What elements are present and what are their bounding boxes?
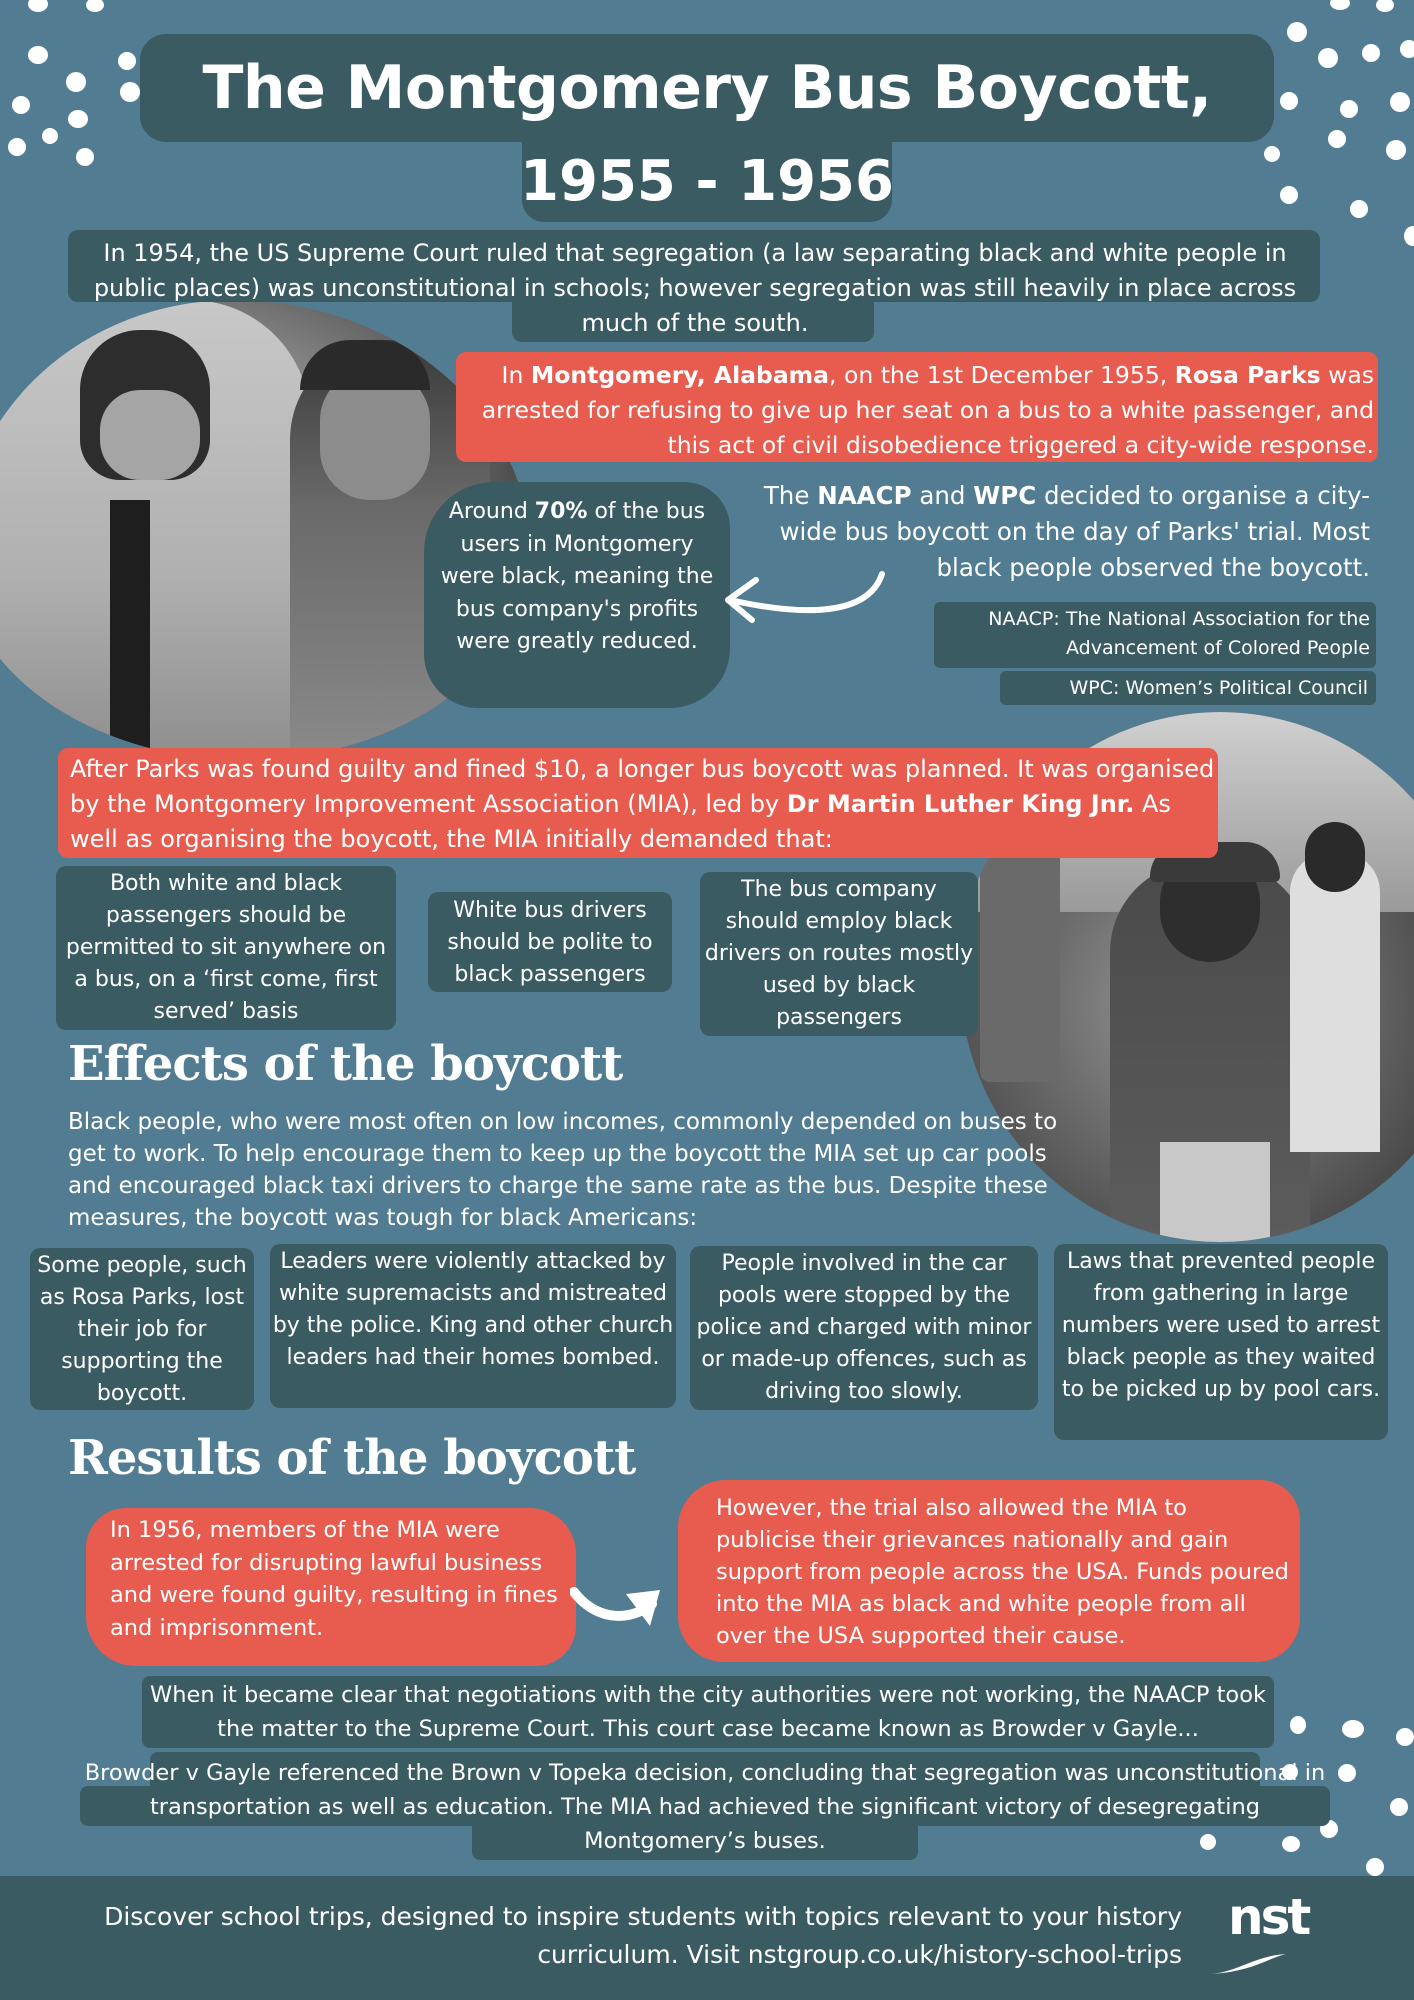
- glossary-wpc: WPC: Women’s Political Council: [1069, 677, 1368, 699]
- effects-heading: Effects of the boycott: [68, 1036, 623, 1092]
- results-right-text: However, the trial also allowed the MIA to publicise their grievances nationally and gain support from people across the USA. Funds poured into the MIA as black and white people from all over the USA supported their cause.: [716, 1495, 1289, 1649]
- nst-logo-text: nst: [1228, 1888, 1309, 1946]
- arrow-right-icon: [570, 1580, 670, 1640]
- title-box: [140, 34, 1274, 142]
- page-title: The Montgomery Bus Boycott,: [202, 53, 1212, 123]
- effect-2: Leaders were violently attacked by white supremacists and mistreated by the police. King and other church leaders had their homes bombed.: [272, 1249, 674, 1370]
- nst-logo[interactable]: [1208, 1888, 1318, 1978]
- results-heading: Results of the boycott: [68, 1430, 636, 1486]
- effect-1: Some people, such as Rosa Parks, lost their job for supporting the boycott.: [37, 1253, 247, 1406]
- glossary-naacp: NAACP: The National Association for the Advancement of Colored People: [988, 608, 1370, 659]
- effect-3: People involved in the car pools were stopped by the police and charged with minor or made-up offences, such as driving too slowly.: [696, 1251, 1032, 1404]
- effects-text: Black people, who were most often on low incomes, commonly depended on buses to get to work. To help encourage them to keep up the boycott the MIA set up car pools and encouraged black taxi drivers to charge the same rate as the bus. Despite these measures, the boycott was tough for black Americans:: [68, 1109, 1058, 1231]
- results-left-text: In 1956, members of the MIA were arrested for disrupting lawful business and were found guilty, resulting in fines and imprisonment.: [110, 1517, 558, 1641]
- intro-text: In 1954, the US Supreme Court ruled that segregation (a law separating black and white people in public places) was unconstitutional in schools; however segregation was still heavily in place across much of the south.: [93, 239, 1297, 337]
- rosa-parks-text: In Montgomery, Alabama, on the 1st December 1955, Rosa Parks was arrested for refusing to give up her seat on a bus to a white passenger, and this act of civil disobedience triggered a city-wide response.: [481, 361, 1374, 459]
- demand-2: White bus drivers should be polite to black passengers: [447, 898, 653, 987]
- effect-4: Laws that prevented people from gathering in large numbers were used to arrest black people as they waited to be picked up by pool cars.: [1061, 1249, 1381, 1402]
- nst-logo-swoosh-icon: [1208, 1948, 1308, 1978]
- arrow-left-icon: [720, 570, 890, 630]
- demand-1: Both white and black passengers should be permitted to sit anywhere on a bus, on a ‘first come, first served’ basis: [65, 871, 387, 1024]
- title-years-box: [522, 140, 892, 222]
- footer-text[interactable]: Discover school trips, designed to inspire students with topics relevant to your history curriculum. Visit nstgroup.co.uk/history-school-trips: [104, 1902, 1182, 1969]
- demand-3: The bus company should employ black drivers on routes mostly used by black passengers: [704, 877, 974, 1030]
- naacp-wpc-text: The NAACP and WPC decided to organise a city-wide bus boycott on the day of Parks' trial. Most black people observed the boycott.: [763, 481, 1370, 582]
- bus-users-text: Around 70% of the bus users in Montgomery were black, meaning the bus company's profits were greatly reduced.: [440, 499, 714, 654]
- browder-text-1: When it became clear that negotiations with the city authorities were not working, the NAACP took the matter to the Supreme Court. This court case became known as Browder v Gayle...: [149, 1682, 1266, 1742]
- browder-text-2: Browder v Gayle referenced the Brown v Topeka decision, concluding that segregation was unconstitutional in transportation as well as education. The MIA had achieved the significant victory of desegregating Montgomery’s buses.: [84, 1760, 1326, 1854]
- footer: [0, 1876, 1414, 2000]
- mia-text: After Parks was found guilty and fined $10, a longer bus boycott was planned. It was organised by the Montgomery Improvement Association (MIA), led by Dr Martin Luther King Jnr. As well as organising the boycott, the MIA initially demanded that:: [70, 755, 1215, 853]
- page-title-years: 1955 - 1956: [520, 148, 894, 214]
